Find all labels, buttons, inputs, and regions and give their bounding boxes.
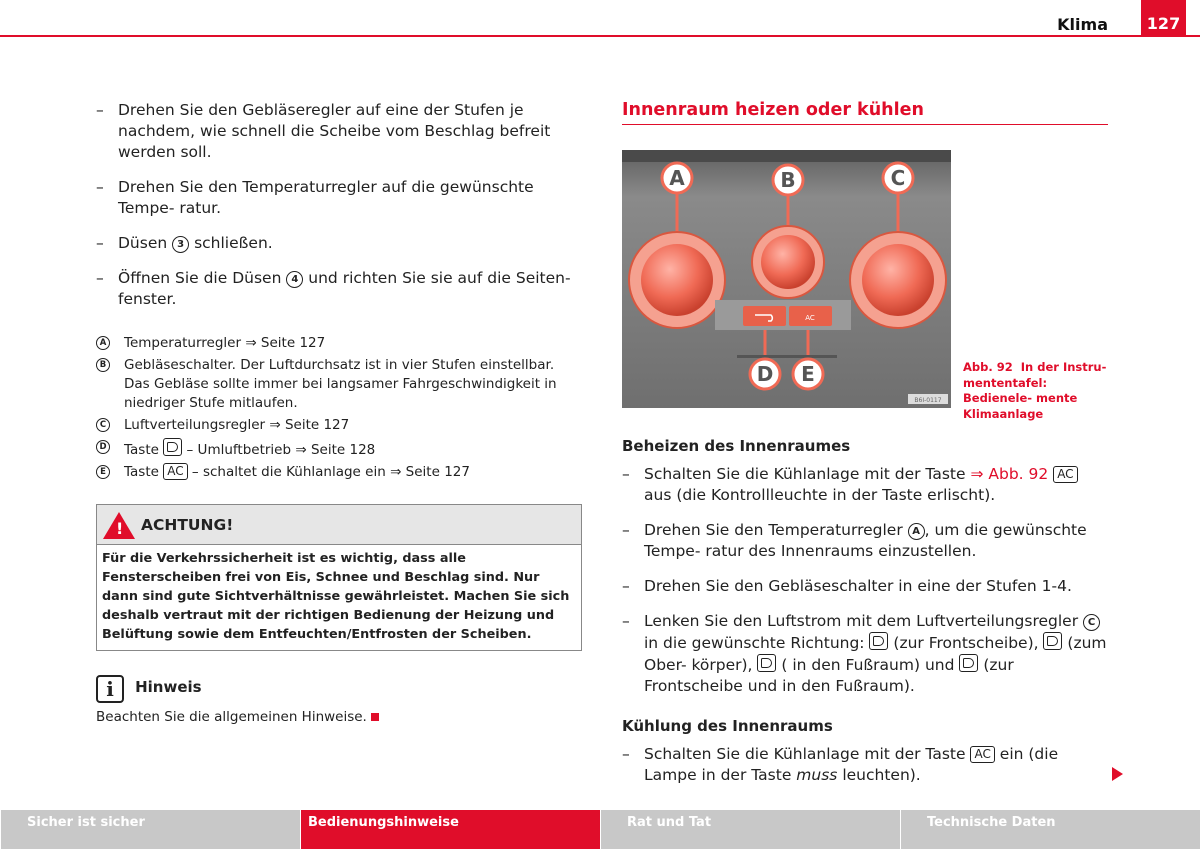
next-page-arrow-icon[interactable] bbox=[1112, 767, 1123, 781]
ac-key-icon: AC bbox=[970, 746, 994, 763]
hint-text: Beachten Sie die allgemeinen Hinweise. bbox=[96, 709, 582, 725]
page-number: 127 bbox=[1141, 0, 1186, 37]
footwell-icon bbox=[757, 654, 776, 672]
page-ref-link[interactable]: Seite 127 bbox=[284, 417, 350, 433]
instruction-item: – Drehen Sie den Gebläseschalter in eine der Stufen 1-4. bbox=[622, 577, 1072, 595]
subheading-cooling: Kühlung des Innenraums bbox=[622, 717, 833, 735]
page-ref-link[interactable]: Seite 128 bbox=[310, 442, 376, 458]
arrow-right-icon: ⇒ bbox=[245, 335, 257, 351]
legend-item-b: B Gebläseschalter. Der Luftdurchsatz ist in vier Stufen einstellbar. Das Gebläse sollte immer bei langsamer Fahrgeschwindigkeit in niedriger Stufe mitlaufen. bbox=[96, 356, 582, 413]
upper-body-icon bbox=[1043, 632, 1062, 650]
figure-ref-link[interactable]: ⇒ Abb. 92 bbox=[970, 465, 1049, 483]
ac-key-icon: AC bbox=[163, 463, 187, 480]
figure-label-e: E bbox=[801, 362, 815, 386]
instruction-item: – Schalten Sie die Kühlanlage mit der Taste ⇒ Abb. 92 AC aus (die Kontrollleuchte in der Taste erlischt). bbox=[622, 464, 1108, 506]
climate-control-panel-figure bbox=[622, 150, 951, 408]
windshield-icon bbox=[869, 632, 888, 650]
ac-key-icon: AC bbox=[1053, 466, 1077, 483]
warning-text: Für die Verkehrssicherheit ist es wichtig, dass alle Fensterscheiben frei von Eis, Schnee und Beschlag sind. Nur dann sind gute Sichtverhältnisse gewährleistet. Machen Sie sich deshalb vertraut mit der richtigen Bedienung der Heizung und Belüftung sowie dem Entfeuchten/Entfrosten der Scheiben. bbox=[102, 551, 570, 642]
figure-label-c: C bbox=[890, 166, 906, 190]
warning-title: ACHTUNG! bbox=[141, 516, 234, 534]
instruction-item: – Drehen Sie den Temperaturregler auf die gewünschte Tempe- ratur. bbox=[96, 178, 534, 217]
instruction-item: – Düsen 3 schließen. bbox=[96, 234, 273, 252]
right-column bbox=[622, 100, 1108, 800]
legend-item-c: C Luftverteilungsregler ⇒ Seite 127 bbox=[96, 416, 582, 435]
figure-caption: Abb. 92 In der Instru- mententafel: Bedienele- mente Klimaanlage bbox=[963, 360, 1107, 421]
header-rule bbox=[0, 35, 1200, 37]
instruction-item: – Schalten Sie die Kühlanlage mit der Taste AC ein (die Lampe in der Taste muss leuchten). bbox=[622, 745, 1059, 784]
legend-item-d: D Taste – Umluftbetrieb ⇒ Seite 128 bbox=[96, 438, 582, 460]
figure-label-b: B bbox=[780, 168, 796, 192]
instruction-item: – Lenken Sie den Luftstrom mit dem Luftverteilungsregler C in die gewünschte Richtung: (zur Frontscheibe), (zum Ober- körper), ( in den Fußraum) und (zur Frontscheibe und in den Fußraum). bbox=[622, 612, 1107, 695]
tab-technische-daten[interactable]: Technische Daten bbox=[900, 810, 1200, 849]
arrow-right-icon: ⇒ bbox=[295, 442, 307, 458]
legend-item-e: E Taste AC – schaltet die Kühlanlage ein ⇒ Seite 127 bbox=[96, 463, 582, 482]
warning-box bbox=[96, 504, 582, 651]
info-icon: i bbox=[96, 675, 124, 703]
footer-nav bbox=[0, 810, 1200, 849]
tab-sicher-ist-sicher[interactable]: Sicher ist sicher bbox=[0, 810, 300, 849]
svg-text:AC: AC bbox=[805, 314, 815, 322]
arrow-right-icon: ⇒ bbox=[390, 464, 402, 480]
instruction-item: – Öffnen Sie die Düsen 4 und richten Sie sie auf die Seiten- fenster. bbox=[96, 269, 571, 308]
figure-legend bbox=[96, 334, 582, 482]
windshield-footwell-icon bbox=[959, 654, 978, 672]
hint-title: Hinweis bbox=[135, 678, 202, 696]
figure-92 bbox=[622, 150, 1108, 421]
recirculation-icon bbox=[163, 438, 182, 456]
figure-code: B6I-0117 bbox=[914, 397, 942, 404]
legend-item-a: A Temperaturregler ⇒ Seite 127 bbox=[96, 334, 582, 353]
warning-icon bbox=[103, 512, 135, 539]
tab-bedienungshinweise[interactable]: Bedienungshinweise bbox=[300, 810, 600, 849]
tab-rat-und-tat[interactable]: Rat und Tat bbox=[600, 810, 900, 849]
vent-number-badge: 3 bbox=[172, 236, 189, 253]
vent-number-badge: 4 bbox=[286, 271, 303, 288]
hint-box bbox=[96, 675, 582, 725]
page-ref-link[interactable]: Seite 127 bbox=[260, 335, 326, 351]
figure-label-a: A bbox=[669, 166, 685, 190]
arrow-right-icon: ⇒ bbox=[269, 417, 281, 433]
end-marker-icon bbox=[371, 713, 379, 721]
instruction-item: – Drehen Sie den Temperaturregler A , um die gewünschte Tempe- ratur des Innenraums einzustellen. bbox=[622, 521, 1087, 560]
subheading-heating: Beheizen des Innenraumes bbox=[622, 437, 851, 455]
section-title: Klima bbox=[1057, 15, 1108, 34]
section-heading: Innenraum heizen oder kühlen bbox=[622, 100, 1108, 125]
figure-label-d: D bbox=[756, 362, 774, 386]
page-ref-link[interactable]: Seite 127 bbox=[405, 464, 470, 480]
left-column bbox=[96, 100, 582, 725]
instruction-item: – Drehen Sie den Gebläseregler auf eine der Stufen je nachdem, wie schnell die Scheibe vom Beschlag befreit werden soll. bbox=[96, 101, 551, 161]
